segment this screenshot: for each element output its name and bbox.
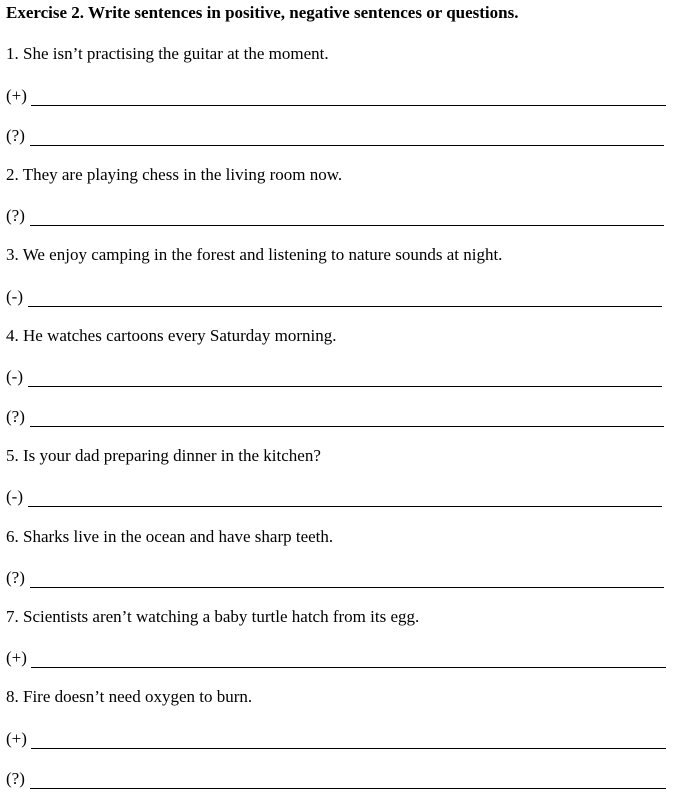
sentence-7: 7. Scientists aren’t watching a baby turtle hatch from its egg.	[6, 607, 420, 626]
sentence-6: 6. Sharks live in the ocean and have sharp teeth.	[6, 527, 334, 546]
answer-row	[6, 487, 666, 509]
answer-row	[6, 648, 666, 670]
answer-row	[6, 287, 666, 309]
answer-line[interactable]	[30, 587, 664, 588]
answer-line[interactable]	[30, 225, 664, 226]
answer-row	[6, 86, 666, 108]
answer-mark: (?)	[6, 407, 25, 426]
sentence-4: 4. He watches cartoons every Saturday morning.	[6, 326, 337, 345]
sentence-1: 1. She isn’t practising the guitar at the moment.	[6, 44, 329, 63]
sentence-2: 2. They are playing chess in the living room now.	[6, 165, 343, 184]
answer-row	[6, 367, 666, 389]
answer-row	[6, 407, 666, 429]
answer-mark: (-)	[6, 287, 23, 306]
answer-mark: (?)	[6, 568, 25, 587]
answer-line[interactable]	[28, 506, 662, 507]
answer-mark: (+)	[6, 729, 27, 748]
answer-row	[6, 126, 666, 148]
answer-row	[6, 206, 666, 228]
answer-line[interactable]	[28, 386, 662, 387]
answer-mark: (?)	[6, 206, 25, 225]
answer-row	[6, 729, 666, 751]
answer-line[interactable]	[30, 788, 666, 789]
answer-mark: (?)	[6, 769, 25, 788]
answer-mark: (-)	[6, 367, 23, 386]
answer-row	[6, 568, 666, 590]
answer-mark: (-)	[6, 487, 23, 506]
answer-mark: (?)	[6, 126, 25, 145]
sentence-8: 8. Fire doesn’t need oxygen to burn.	[6, 687, 253, 706]
answer-line[interactable]	[28, 306, 662, 307]
answer-line[interactable]	[31, 667, 666, 668]
sentence-5: 5. Is your dad preparing dinner in the kitchen?	[6, 446, 321, 465]
answer-line[interactable]	[31, 748, 666, 749]
exercise-title: Exercise 2. Write sentences in positive, negative sentences or questions.	[6, 3, 519, 22]
answer-mark: (+)	[6, 648, 27, 667]
answer-line[interactable]	[31, 105, 666, 106]
sentence-3: 3. We enjoy camping in the forest and listening to nature sounds at night.	[6, 245, 503, 264]
answer-line[interactable]	[30, 145, 664, 146]
answer-row	[6, 769, 666, 791]
answer-line[interactable]	[30, 426, 664, 427]
answer-mark: (+)	[6, 86, 27, 105]
